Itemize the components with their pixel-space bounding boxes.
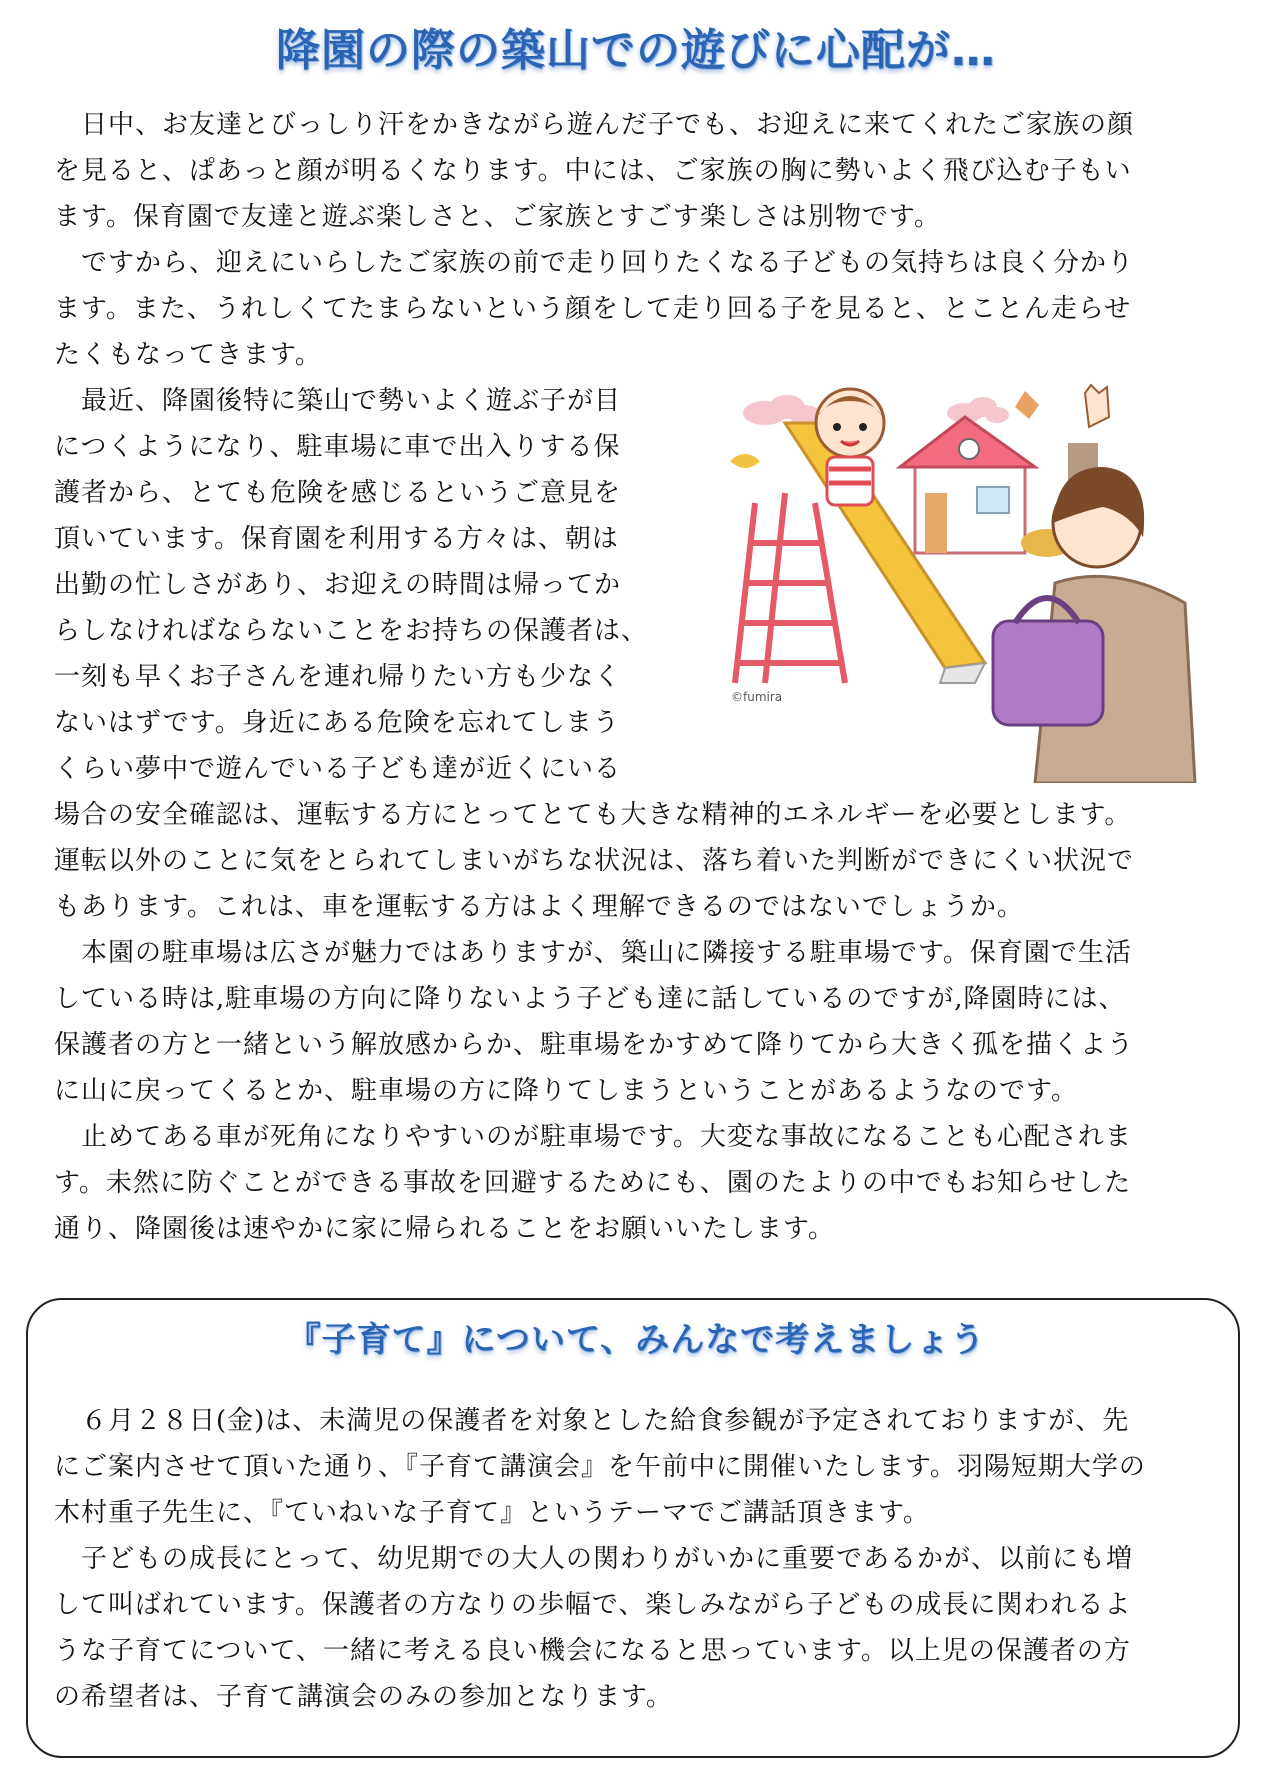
cloud-shape	[947, 397, 1009, 423]
leaf-shape	[730, 454, 760, 468]
child-figure	[816, 389, 884, 505]
text-line: ないはずです。身近にある危険を忘れてしまう	[54, 708, 620, 738]
text-line: 頂いています。保育園を利用する方々は、朝は	[54, 524, 619, 554]
paragraph-request	[54, 1114, 1216, 1252]
text-line: うな子育てについて、一緒に考える良い機会になると思っています。以上児の保護者の方	[54, 1636, 1131, 1666]
text-line: 護者から、とても危険を感じるというご意見を	[54, 478, 622, 508]
text-line: 日中、お友達とびっしり汗をかきながら遊んだ子でも、お迎えに来てくれたご家族の顔	[54, 110, 1135, 140]
text-line: 通り、降園後は速やかに家に帰られることをお願いいたします。	[54, 1214, 835, 1244]
text-line: 子どもの成長にとって、幼児期での大人の関わりがいかに重要であるかが、以前にも増	[54, 1544, 1133, 1574]
illustration-credit: ©fumira	[731, 690, 783, 704]
text-line: 保護者の方と一緒という解放感からか、駐車場をかすめて降りてから大きく孤を描くよう	[54, 1030, 1135, 1060]
text-line: 出勤の忙しさがあり、お迎えの時間は帰ってか	[54, 570, 622, 600]
house-shape	[900, 417, 1035, 553]
text-line: ですから、迎えにいらしたご家族の前で走り回りたくなる子どもの気持ちは良く分かり	[54, 248, 1135, 278]
notice-title: 『子育て』について、みんなで考えましょう	[286, 1320, 986, 1360]
paragraph-parenting	[54, 1536, 1216, 1720]
text-line: にご案内させて頂いた通り、『子育て講演会』を午前中に開催いたします。羽陽短期大学の	[54, 1452, 1146, 1482]
text-line: ます。保育園で友達と遊ぶ楽しさと、ご家族とすごす楽しさは別物です。	[54, 202, 941, 232]
text-line: している時は,駐車場の方向に降りないよう子ども達に話しているのですが,降園時には、	[54, 984, 1126, 1014]
text-line: くらい夢中で遊んでいる子ども達が近くにいる	[54, 754, 622, 784]
text-line: 木村重子先生に、『ていねいな子育て』というテーマでご講話頂きます。	[54, 1498, 930, 1528]
ladder-shape	[735, 493, 845, 683]
text-line: につくようになり、駐車場に車で出入りする保	[54, 432, 621, 462]
text-line: ６月２８日(金)は、未満児の保護者を対象とした給食参観が予定されておりますが、先	[54, 1406, 1130, 1436]
paragraph-greeting	[54, 102, 1216, 240]
text-line: 一刻も早くお子さんを連れ帰りたい方も少なく	[54, 662, 622, 692]
text-line: 運転以外のことに気をとられてしまいがちな状況は、落ち着いた判断ができにくい状況で	[54, 846, 1135, 876]
slide-illustration	[725, 383, 1215, 783]
cloud-shape	[743, 395, 821, 425]
paragraph-feelings	[54, 240, 1216, 378]
paragraph-danger-narrow	[54, 378, 664, 792]
article-title: 降園の際の築山での遊びに心配が…	[276, 25, 996, 76]
paragraph-lecture	[54, 1398, 1216, 1536]
text-line: の希望者は、子育て講演会のみの参加となります。	[54, 1682, 673, 1712]
text-line: を見ると、ぱあっと顔が明るくなります。中には、ご家族の胸に勢いよく飛び込む子もい	[54, 156, 1132, 186]
text-line: もあります。これは、車を運転する方はよく理解できるのではないでしょうか。	[54, 892, 1024, 922]
text-line: 本園の駐車場は広さが魅力ではありますが、築山に隣接する駐車場です。保育園で生活	[54, 938, 1132, 968]
parent-figure	[993, 385, 1195, 783]
text-line: 最近、降園後特に築山で勢いよく遊ぶ子が目	[54, 386, 622, 416]
text-line: して叫ばれています。保護者の方なりの歩幅で、楽しみながら子どもの成長に関われるよ	[54, 1590, 1132, 1620]
paragraph-danger-wide	[54, 792, 1216, 930]
text-line: たくもなってきます。	[54, 340, 322, 370]
text-line: す。未然に防ぐことができる事故を回避するためにも、園のたよりの中でもお知らせした	[54, 1168, 1132, 1198]
text-line: に山に戻ってくるとか、駐車場の方に降りてしまうということがあるようなのです。	[54, 1076, 1078, 1106]
text-line: らしなければならないことをお持ちの保護者は、	[54, 616, 649, 646]
text-line: ます。また、うれしくてたまらないという顔をして走り回る子を見ると、とことん走らせ	[54, 294, 1132, 324]
paragraph-parking	[54, 930, 1216, 1114]
text-line: 止めてある車が死角になりやすいのが駐車場です。大変な事故になることも心配されま	[54, 1122, 1132, 1152]
text-line: 場合の安全確認は、運転する方にとってとても大きな精神的エネルギーを必要とします。	[54, 800, 1132, 830]
leaf-shape	[1015, 391, 1039, 419]
